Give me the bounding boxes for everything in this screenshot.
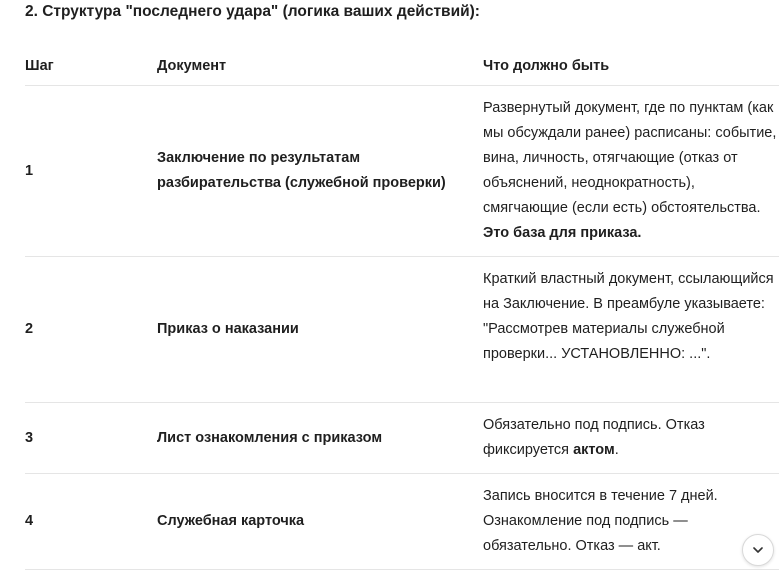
row-document: Служебная карточка bbox=[157, 513, 305, 529]
header-document: Документ bbox=[157, 57, 227, 74]
row-what-tail: . bbox=[614, 442, 619, 458]
row-what-text: Развернутый документ, где по пунктам (как мы обсуждали ранее) расписаны: событие, вина, личность, отягчающие (отказ от объяснений, неоднократность), смягчающие (если есть) обстоятельства. bbox=[483, 100, 777, 216]
row-what bbox=[483, 403, 779, 473]
table-row bbox=[25, 86, 779, 257]
row-what-text: Краткий властный документ, ссылающийся на Заключение. В преамбуле указываете: "Рассмотрев материалы служебной проверки... УСТАНОВЛЕННО: ...". bbox=[483, 271, 774, 362]
row-document: Заключение по результатам разбирательства (служебной проверки) bbox=[157, 150, 446, 191]
chevron-down-icon bbox=[751, 543, 765, 557]
row-step: 1 bbox=[25, 162, 34, 179]
row-what-text: Запись вносится в течение 7 дней. Ознакомление под подпись — обязательно. Отказ — акт. bbox=[483, 488, 718, 554]
table-row bbox=[25, 257, 779, 403]
row-what bbox=[483, 257, 779, 402]
row-what-bold: Это база для приказа. bbox=[483, 225, 642, 241]
header-step: Шаг bbox=[25, 57, 54, 74]
row-step: 4 bbox=[25, 513, 34, 529]
row-document: Приказ о наказании bbox=[157, 321, 299, 337]
steps-table bbox=[25, 46, 779, 570]
table-row bbox=[25, 403, 779, 474]
row-document: Лист ознакомления с приказом bbox=[157, 429, 383, 446]
table-header-row bbox=[25, 46, 779, 86]
row-what-bold: актом bbox=[573, 442, 615, 458]
row-what bbox=[483, 86, 779, 256]
row-what bbox=[483, 474, 779, 569]
row-step: 2 bbox=[25, 321, 34, 337]
row-what-text: Обязательно под подпись. Отказ фиксируется bbox=[483, 417, 705, 458]
table-row bbox=[25, 474, 779, 570]
row-step: 3 bbox=[25, 429, 34, 446]
scroll-down-button[interactable] bbox=[742, 534, 774, 566]
section-heading: 2. Структура "последнего удара" (логика ваших действий): bbox=[25, 3, 480, 20]
header-what: Что должно быть bbox=[483, 57, 610, 74]
